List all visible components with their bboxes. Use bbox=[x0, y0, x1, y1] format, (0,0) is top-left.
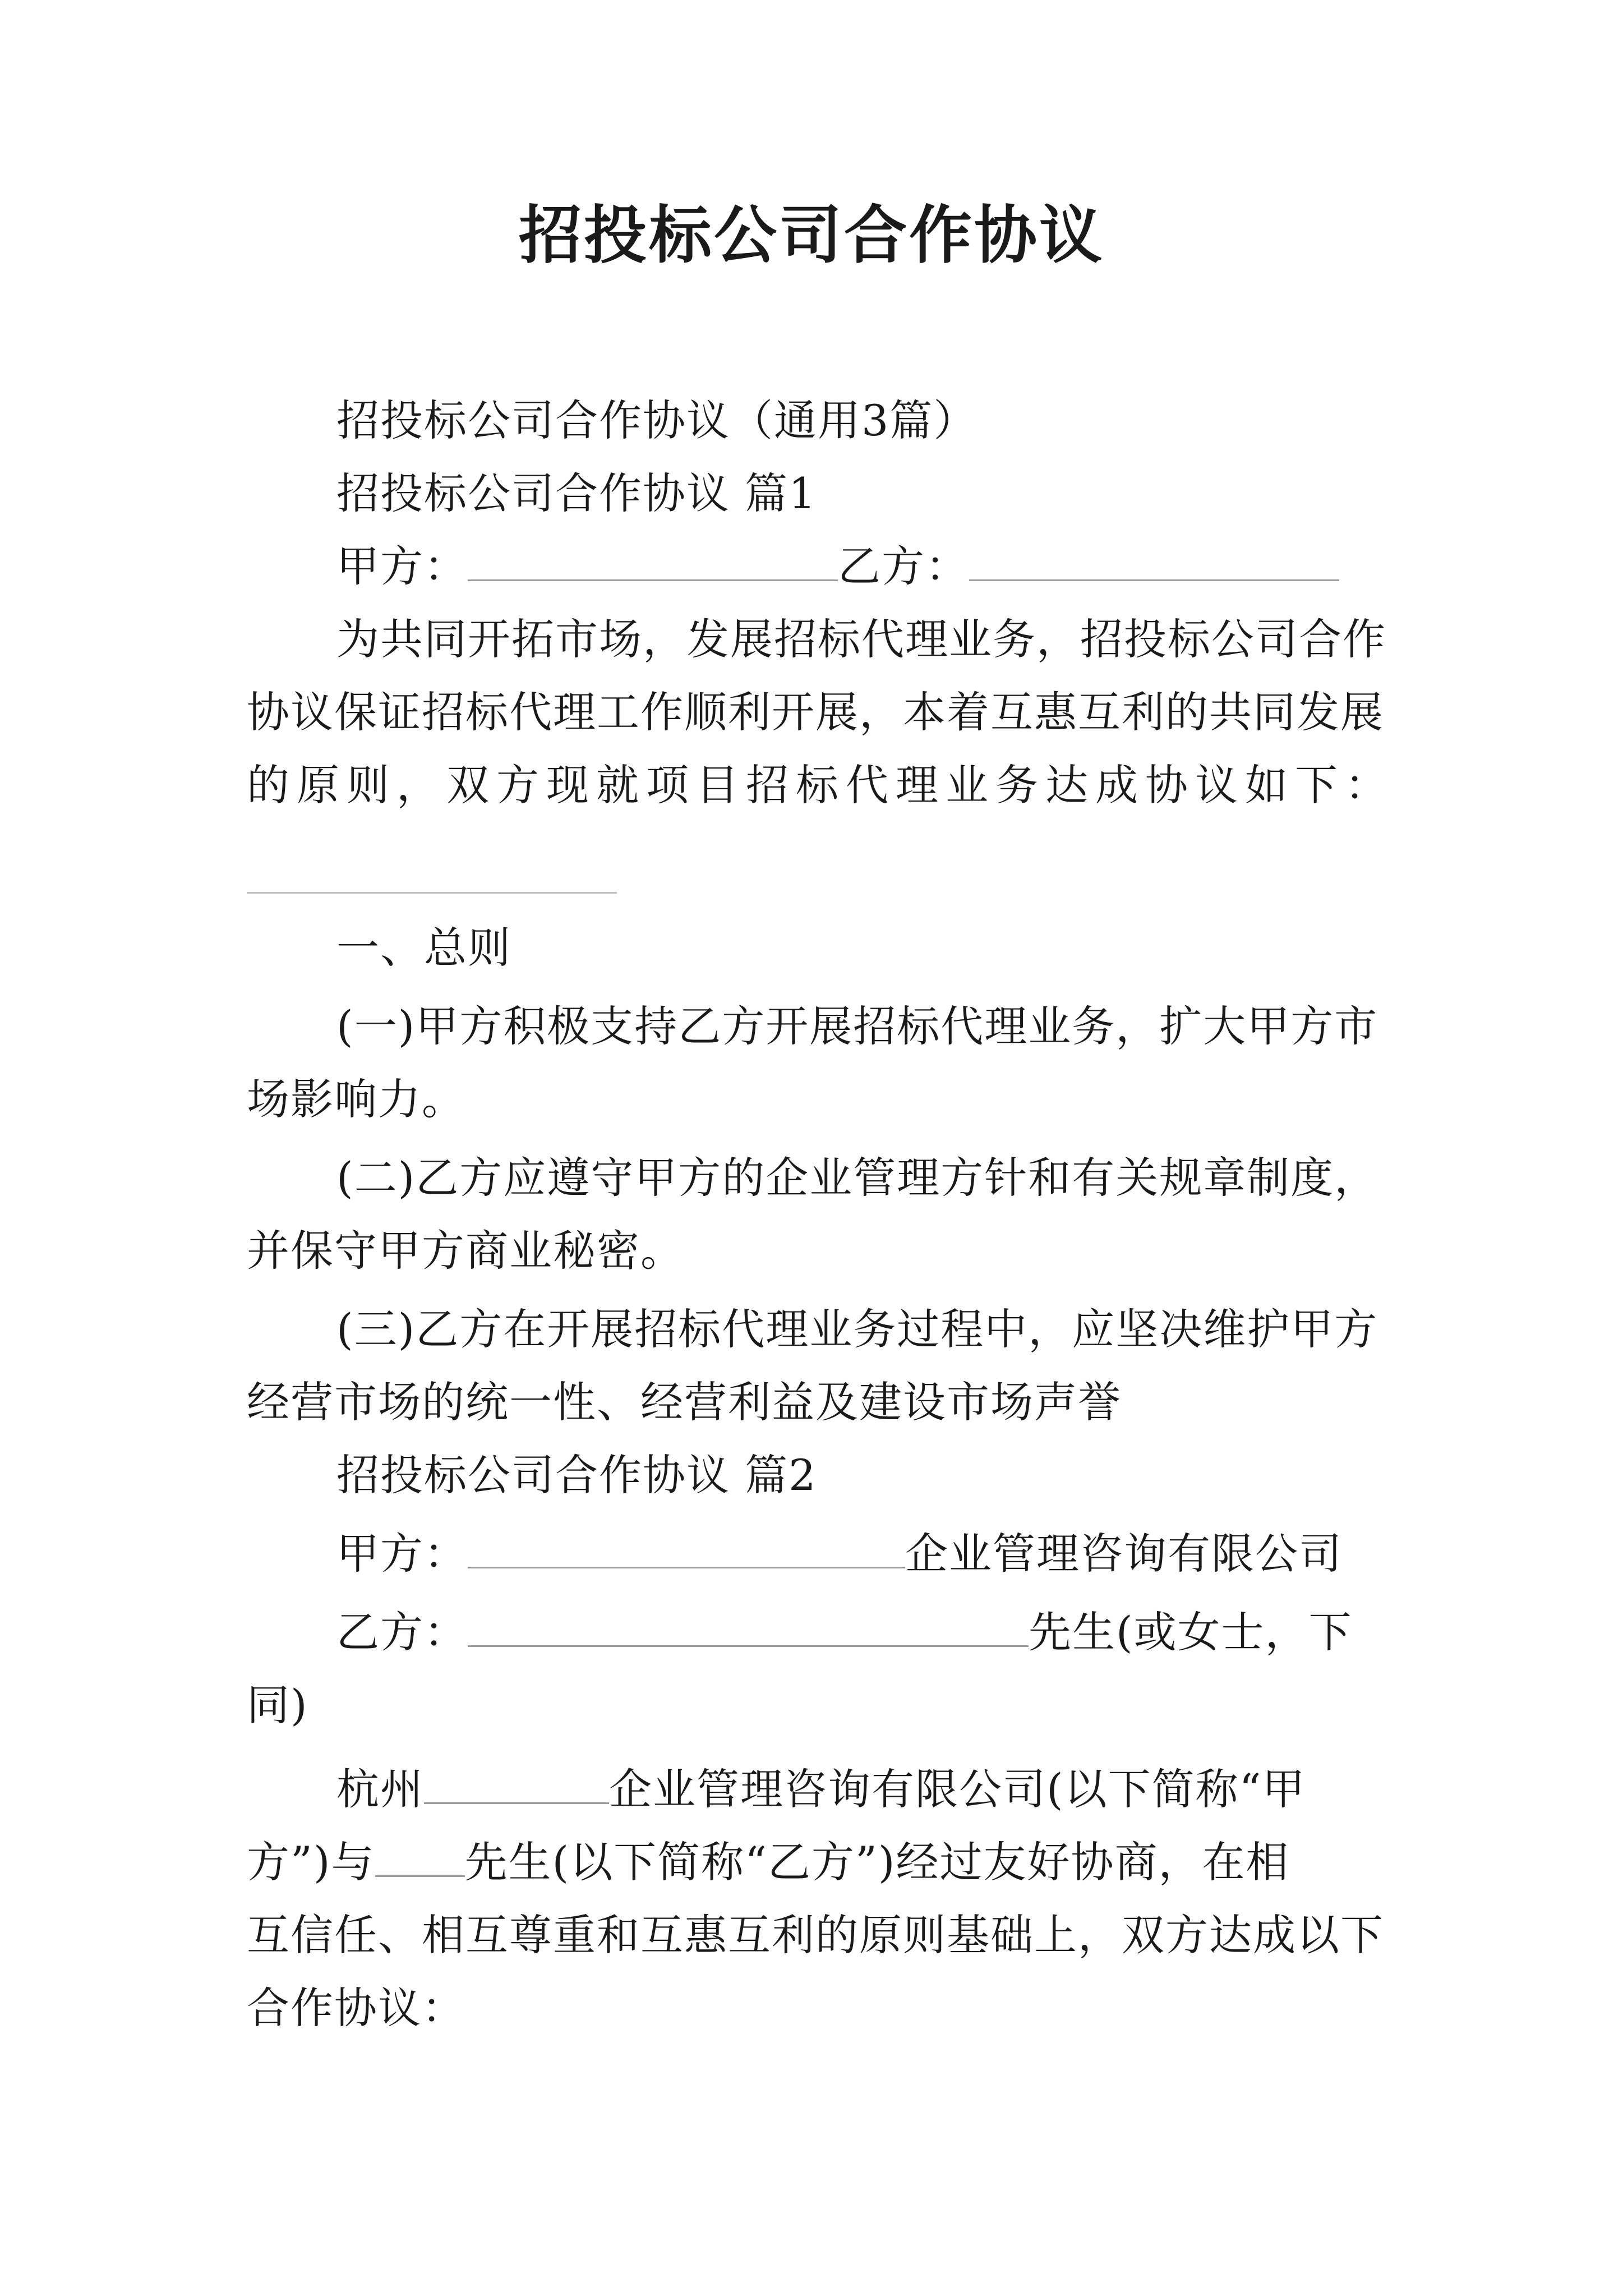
separator-line bbox=[247, 892, 617, 894]
party-a-label: 甲方： bbox=[336, 1529, 468, 1579]
clause-1-line-2: 场影响力。 bbox=[247, 1074, 465, 1124]
body-text: 先生(以下简称“乙方”)经过友好协商，在相 bbox=[464, 1837, 1290, 1887]
part2-heading: 招投标公司合作协议 篇2 bbox=[336, 1450, 817, 1500]
city-name: 杭州 bbox=[336, 1764, 424, 1814]
party-b-label: 乙方： bbox=[336, 1607, 468, 1657]
part2-body-line-2 bbox=[247, 1834, 1290, 1890]
clause-3-line-2: 经营市场的统一性、经营利益及建设市场声誉 bbox=[247, 1377, 1122, 1427]
party-b-suffix: 先生(或女士，下 bbox=[1029, 1607, 1353, 1657]
party-a-suffix: 企业管理咨询有限公司 bbox=[905, 1529, 1343, 1579]
part2-party-b bbox=[336, 1604, 1353, 1660]
body-text: 企业管理咨询有限公司(以下简称“甲 bbox=[609, 1764, 1306, 1814]
company-name-blank bbox=[424, 1768, 609, 1804]
party-a-blank bbox=[468, 1532, 905, 1568]
document-title: 招投标公司合作协议 bbox=[519, 199, 1104, 272]
subtitle: 招投标公司合作协议（通用3篇） bbox=[336, 395, 978, 445]
part2-party-b-cont: 同) bbox=[247, 1680, 308, 1730]
clause-2-line-2: 并保守甲方商业秘密。 bbox=[247, 1226, 684, 1276]
clause-3-line-1: (三)乙方在开展招标代理业务过程中，应坚决维护甲方 bbox=[336, 1304, 1378, 1354]
party-b-blank bbox=[969, 545, 1339, 581]
section-heading: 一、总则 bbox=[336, 923, 511, 973]
part2-body-line-1 bbox=[336, 1761, 1306, 1818]
part1-parties bbox=[336, 539, 1339, 595]
party-b-label: 乙方： bbox=[838, 541, 969, 591]
party-b-blank bbox=[468, 1611, 1029, 1647]
part2-body-line-3: 互信任、相互尊重和互惠互利的原则基础上，双方达成以下 bbox=[247, 1910, 1384, 1960]
part2-body-line-4: 合作协议： bbox=[247, 1983, 465, 2033]
body-text: 方”)与 bbox=[247, 1837, 375, 1887]
intro-line-1: 为共同开拓市场，发展招标代理业务，招投标公司合作 bbox=[336, 614, 1386, 664]
part2-party-a bbox=[336, 1526, 1343, 1582]
party-a-label: 甲方： bbox=[336, 541, 468, 591]
intro-line-3: 的原则，双方现就项目招标代理业务达成协议如下： bbox=[247, 760, 1395, 810]
intro-line-2: 协议保证招标代理工作顺利开展，本着互惠互利的共同发展 bbox=[247, 687, 1384, 737]
part1-heading: 招投标公司合作协议 篇1 bbox=[336, 468, 817, 518]
party-a-blank bbox=[468, 545, 838, 581]
clause-1-line-1: (一)甲方积极支持乙方开展招标代理业务，扩大甲方市 bbox=[336, 1001, 1378, 1051]
name-blank bbox=[375, 1841, 465, 1877]
clause-2-line-1: (二)乙方应遵守甲方的企业管理方针和有关规章制度， bbox=[336, 1153, 1378, 1203]
